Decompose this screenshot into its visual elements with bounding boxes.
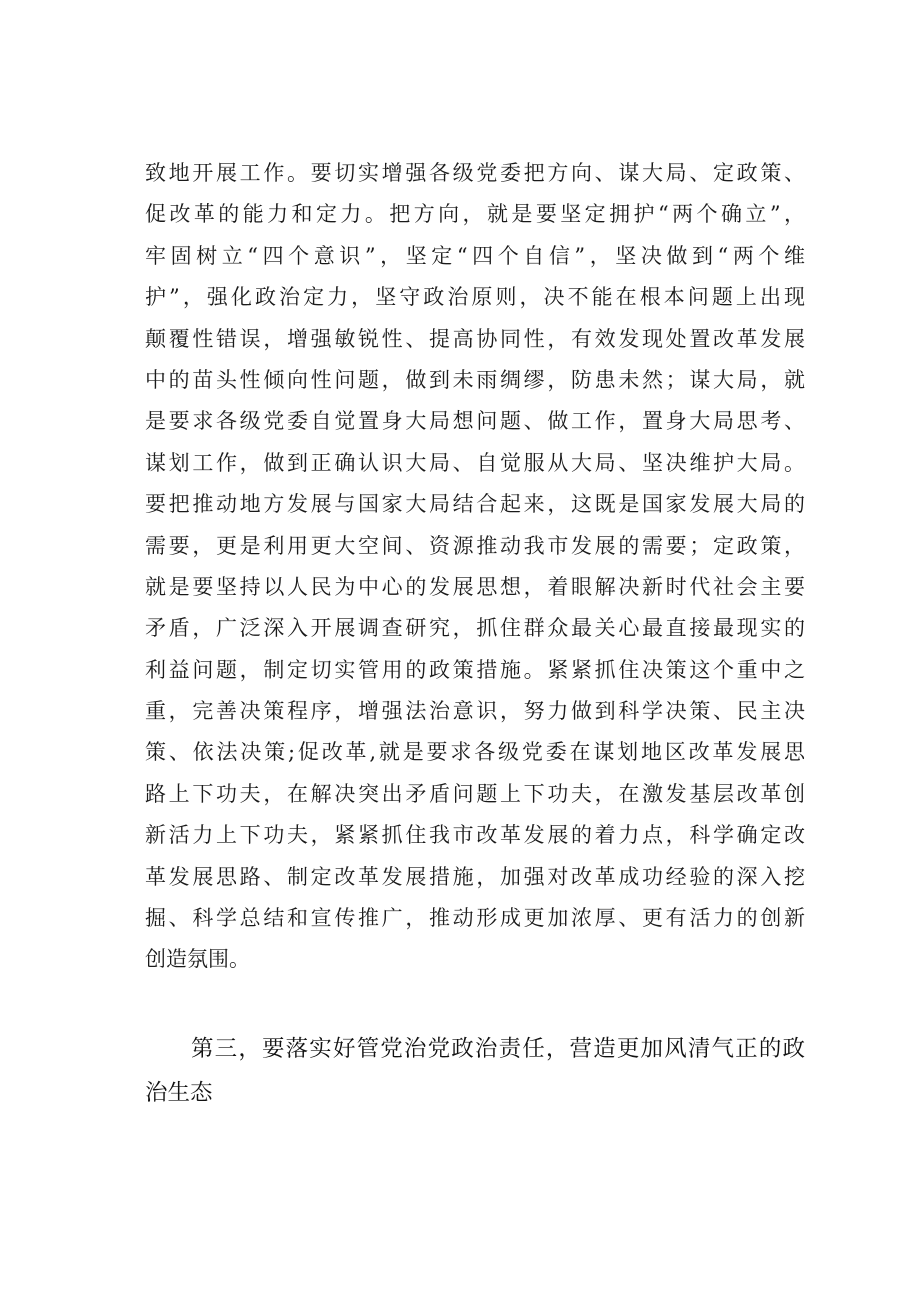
paragraph-line: 新活力上下功夫，紧紧抓住我市改革发展的着力点，科学确定改 <box>145 823 805 848</box>
body-paragraph <box>145 153 805 981</box>
section-heading <box>145 1027 805 1115</box>
paragraph-line: 掘、科学总结和宣传推广，推动形成更加浓厚、更有活力的创新 <box>145 906 805 931</box>
paragraph-line: 利益问题，制定切实管用的政策措施。紧紧抓住决策这个重中之 <box>145 657 805 682</box>
paragraph-line: 重，完善决策程序，增强法治意识，努力做到科学决策、民主决 <box>145 699 805 724</box>
paragraph-line: 需要，更是利用更大空间、资源推动我市发展的需要；定政策， <box>145 533 805 558</box>
paragraph-line: 促改革的能力和定力。把方向，就是要坚定拥护“两个确立”， <box>145 202 805 227</box>
paragraph-line: 中的苗头性倾向性问题，做到未雨绸缪，防患未然；谋大局，就 <box>145 367 805 392</box>
paragraph-line: 致地开展工作。要切实增强各级党委把方向、谋大局、定政策、 <box>145 161 805 185</box>
paragraph-line: 创造氛围。 <box>145 947 250 972</box>
paragraph-line: 路上下功夫，在解决突出矛盾问题上下功夫，在激发基层改革创 <box>145 781 805 806</box>
paragraph-line: 颠覆性错误，增强敏锐性、提高协同性，有效发现处置改革发展 <box>145 326 805 351</box>
heading-line: 治生态 <box>145 1080 213 1106</box>
paragraph-line: 矛盾，广泛深入开展调查研究，抓住群众最关心最直接最现实的 <box>145 616 805 641</box>
paragraph-line: 革发展思路、制定改革发展措施，加强对改革成功经验的深入挖 <box>145 864 805 889</box>
paragraph-line: 就是要坚持以人民为中心的发展思想，着眼解决新时代社会主要 <box>145 574 805 599</box>
paragraph-line: 是要求各级党委自觉置身大局想问题、做工作，置身大局思考、 <box>145 409 805 434</box>
paragraph-line: 策、依法决策;促改革,就是要求各级党委在谋划地区改革发展思 <box>145 740 805 765</box>
paragraph-line: 护”，强化政治定力，坚守政治原则，决不能在根本问题上出现 <box>145 285 805 310</box>
paragraph-line: 要把推动地方发展与国家大局结合起来，这既是国家发展大局的 <box>145 492 805 517</box>
heading-line: 第三，要落实好管党治党政治责任，营造更加风清气正的政 <box>191 1036 805 1062</box>
paragraph-line: 牢固树立“四个意识”，坚定“四个自信”，坚决做到“两个维 <box>145 243 805 268</box>
paragraph-line: 谋划工作，做到正确认识大局、自觉服从大局、坚决维护大局。 <box>145 450 805 475</box>
